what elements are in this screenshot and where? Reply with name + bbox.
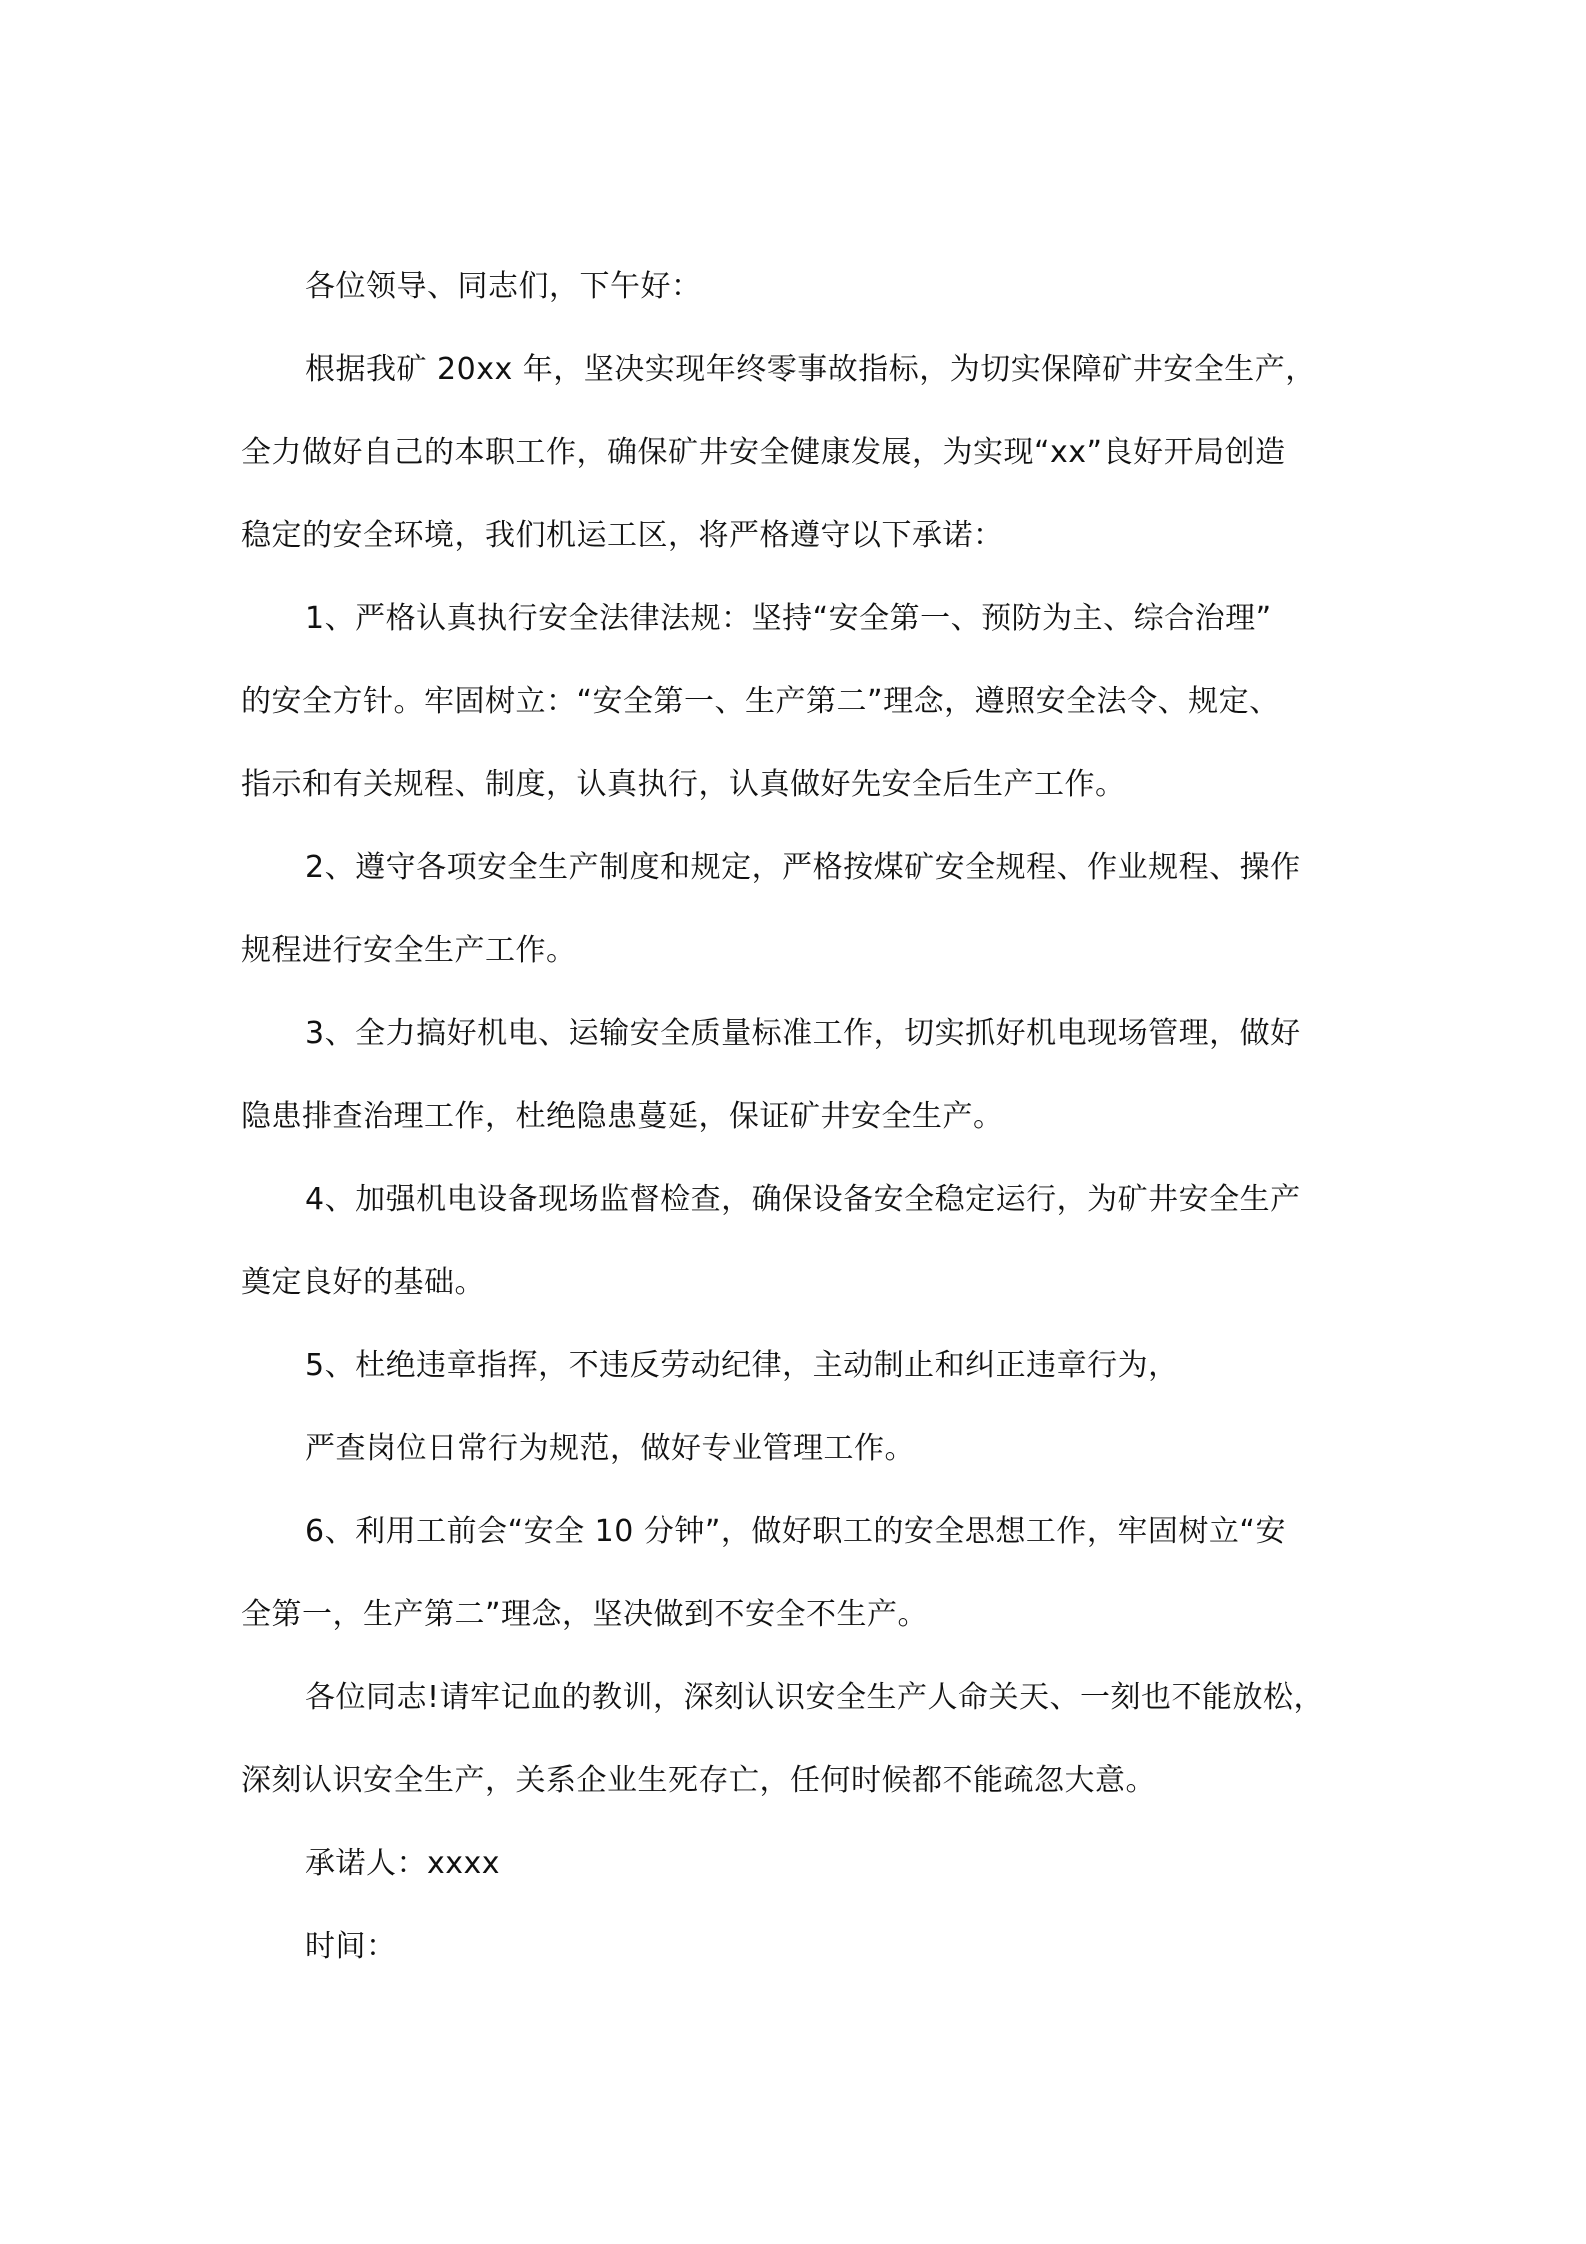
item-paragraph-2 <box>241 826 1361 992</box>
promiser <box>241 1822 1361 1905</box>
intro-line: 全力做好自己的本职工作，确保矿井安全健康发展，为实现“xx”良好开局创造 <box>241 435 1286 470</box>
item-line: 指示和有关规程、制度，认真执行，认真做好先安全后生产工作。 <box>241 767 1126 802</box>
intro-paragraph <box>241 328 1361 577</box>
item-line: 严查岗位日常行为规范，做好专业管理工作。 <box>305 1431 915 1466</box>
item-line: 全第一，生产第二”理念，坚决做到不安全不生产。 <box>241 1597 929 1632</box>
item-line: 3、全力搞好机电、运输安全质量标准工作，切实抓好机电现场管理，做好 <box>305 1016 1301 1051</box>
item-line: 的安全方针。牢固树立：“安全第一、生产第二”理念，遵照安全法令、规定、 <box>241 684 1280 719</box>
intro-line: 稳定的安全环境，我们机运工区，将严格遵守以下承诺： <box>241 518 1004 553</box>
greeting <box>241 245 1361 328</box>
item-paragraph-6 <box>241 1490 1361 1656</box>
promiser-label: 承诺人：xxxx <box>305 1846 501 1881</box>
item-paragraph-5 <box>241 1324 1361 1407</box>
document-body <box>241 245 1361 1988</box>
closing-line: 各位同志!请牢记血的教训，深刻认识安全生产人命关天、一刻也不能放松， <box>305 1680 1325 1715</box>
item-line: 6、利用工前会“安全 10 分钟”，做好职工的安全思想工作，牢固树立“安 <box>305 1514 1286 1549</box>
item-line: 2、遵守各项安全生产制度和规定，严格按煤矿安全规程、作业规程、操作 <box>305 850 1301 885</box>
item-paragraph-1 <box>241 577 1361 826</box>
item-line: 4、加强机电设备现场监督检查，确保设备安全稳定运行，为矿井安全生产 <box>305 1182 1301 1217</box>
item-line: 奠定良好的基础。 <box>241 1265 485 1300</box>
time-label: 时间： <box>305 1929 397 1964</box>
intro-line: 根据我矿 20xx 年，坚决实现年终零事故指标，为切实保障矿井安全生产， <box>305 352 1316 387</box>
item-paragraph-4 <box>241 1158 1361 1324</box>
item-paragraph-5-continued <box>241 1407 1361 1490</box>
item-line: 1、严格认真执行安全法律法规：坚持“安全第一、预防为主、综合治理” <box>305 601 1272 636</box>
item-line: 5、杜绝违章指挥，不违反劳动纪律，主动制止和纠正违章行为， <box>305 1348 1179 1383</box>
item-line: 隐患排查治理工作，杜绝隐患蔓延，保证矿井安全生产。 <box>241 1099 1004 1134</box>
item-line: 规程进行安全生产工作。 <box>241 933 577 968</box>
closing-line: 深刻认识安全生产，关系企业生死存亡，任何时候都不能疏忽大意。 <box>241 1763 1156 1798</box>
time <box>241 1905 1361 1988</box>
item-paragraph-3 <box>241 992 1361 1158</box>
greeting-line: 各位领导、同志们，下午好： <box>305 269 702 304</box>
closing-paragraph <box>241 1656 1361 1822</box>
